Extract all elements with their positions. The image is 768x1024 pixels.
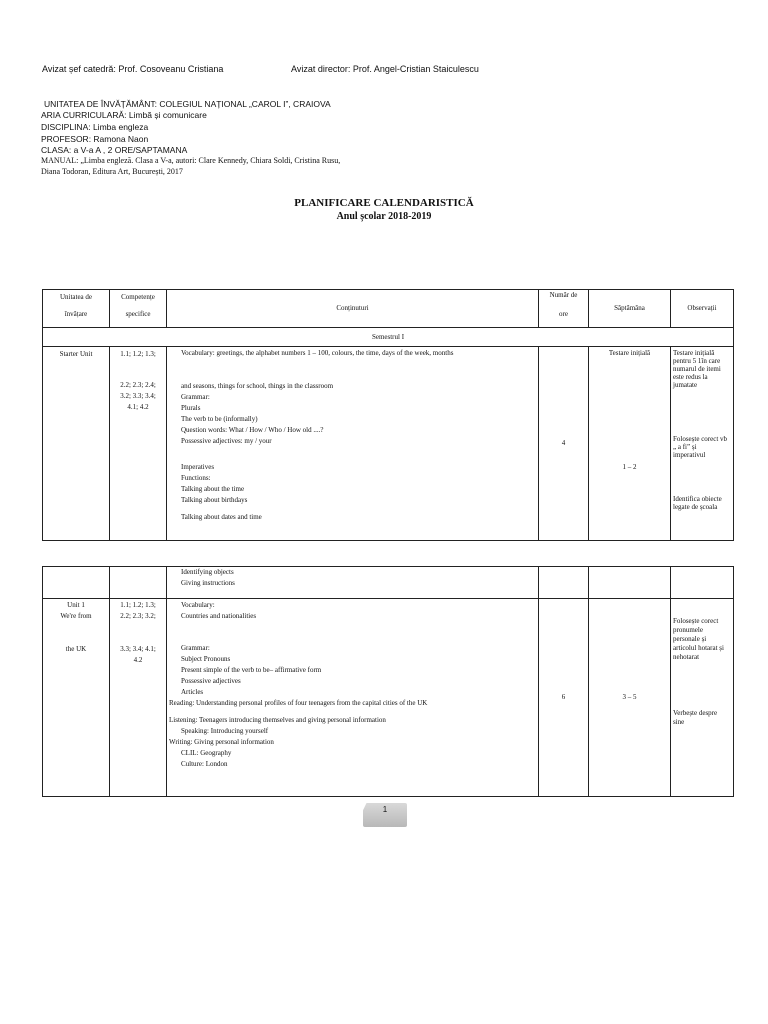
semester-row [43, 328, 734, 347]
ore-unit1: 6 [539, 599, 589, 797]
col-continuturi: Conținuturi [167, 290, 539, 328]
col-numar-ore: Număr de ore [539, 290, 589, 328]
observatii-starter: Testare inițială pentru 5 1în care numarul de itemi este redus la jumatate Folosește corect vb „ a fi” și imperativul Identifica obiecte legate de școala [671, 347, 734, 541]
plan-table-continued [42, 566, 734, 797]
continuturi-starter-cont: Identifying objects Giving instructions [167, 567, 539, 599]
continuturi-unit1: Vocabulary: Countries and nationalities Grammar: Subject Pronouns Present simple of the verb to be– affirmative form Possessive adjectives Articles Reading: Understanding personal profiles of four teenagers from the capital cities of the UK Listening: Teenagers introducing themselves and giving personal information Speaking: Introducing yourself Writing: Giving personal information CLIL: Geography Culture: London [167, 599, 539, 797]
school-year: Anul școlar 2018-2019 [336, 211, 432, 222]
col-saptamana: Săptămâna [589, 290, 671, 328]
clasa: CLASA: a V-a A , 2 ORE/SAPTAMANA [41, 145, 188, 155]
competente-starter: 1.1; 1.2; 1.3; 2.2; 2.3; 2.4; 3.2; 3.3; 3.4; 4.1; 4.2 [110, 347, 167, 541]
table-header-row [43, 290, 734, 328]
table-row-unit1 [43, 599, 734, 797]
page-number: 1 [382, 805, 388, 814]
manual-line-2: Diana Todoran, Editura Art, București, 2017 [41, 167, 183, 176]
unit-1: Unit 1 We're from the UK [43, 599, 110, 797]
continuturi-starter: Vocabulary: greetings, the alphabet numbers 1 – 100, colours, the time, days of the week, months and seasons, things for school, things in the classroom Grammar: Plurals The verb to be (informally) Question words: What / How / Who / How old ....? Possessive adjectives: my / your Imperatives Functions: Talking about the time Talking about birthdays Talking about dates and time [167, 347, 539, 541]
observatii-starter-cont [671, 567, 734, 599]
ore-starter-cont [539, 567, 589, 599]
col-competente: Competențe specifice [110, 290, 167, 328]
avizat-director: Avizat director: Prof. Angel-Cristian Staiculescu [291, 64, 479, 74]
table-row-starter [43, 347, 734, 541]
avizat-catedra: Avizat șef catedră: Prof. Cosoveanu Cristiana [42, 64, 224, 74]
competente-starter-cont [110, 567, 167, 599]
saptamana-unit1: 3 – 5 [589, 599, 671, 797]
manual-line-1: MANUAL: „Limba engleză. Clasa a V-a, autori: Clare Kennedy, Chiara Soldi, Cristina Rusu, [41, 156, 341, 165]
table-row-starter-continued [43, 567, 734, 599]
col-observatii: Observații [671, 290, 734, 328]
profesor: PROFESOR: Ramona Naon [41, 134, 149, 144]
plan-table [42, 289, 734, 541]
saptamana-starter: Testare inițială 1 – 2 [589, 347, 671, 541]
document-title: PLANIFICARE CALENDARISTICĂ [294, 197, 474, 209]
aria-curriculara: ARIA CURRICULARĂ: Limbă și comunicare [41, 110, 207, 120]
unit-starter-cont [43, 567, 110, 599]
ore-starter: 4 [539, 347, 589, 541]
unitatea-invatamant: UNITATEA DE ÎNVĂȚĂMÂNT: COLEGIUL NAȚIONAL „CAROL I”, CRAIOVA [44, 99, 331, 109]
disciplina: DISCIPLINA: Limba engleza [41, 122, 149, 132]
saptamana-starter-cont [589, 567, 671, 599]
unit-starter: Starter Unit [43, 347, 110, 541]
col-unitatea: Unitatea de învățare [43, 290, 110, 328]
competente-unit1: 1.1; 1.2; 1.3; 2.2; 2.3; 3.2; 3.3; 3.4; 4.1; 4.2 [110, 599, 167, 797]
observatii-unit1: Folosește corect pronumele personale și articolul hotarat și nehotarat Verbește despre sine [671, 599, 734, 797]
semester-label: Semestrul I [43, 328, 734, 347]
